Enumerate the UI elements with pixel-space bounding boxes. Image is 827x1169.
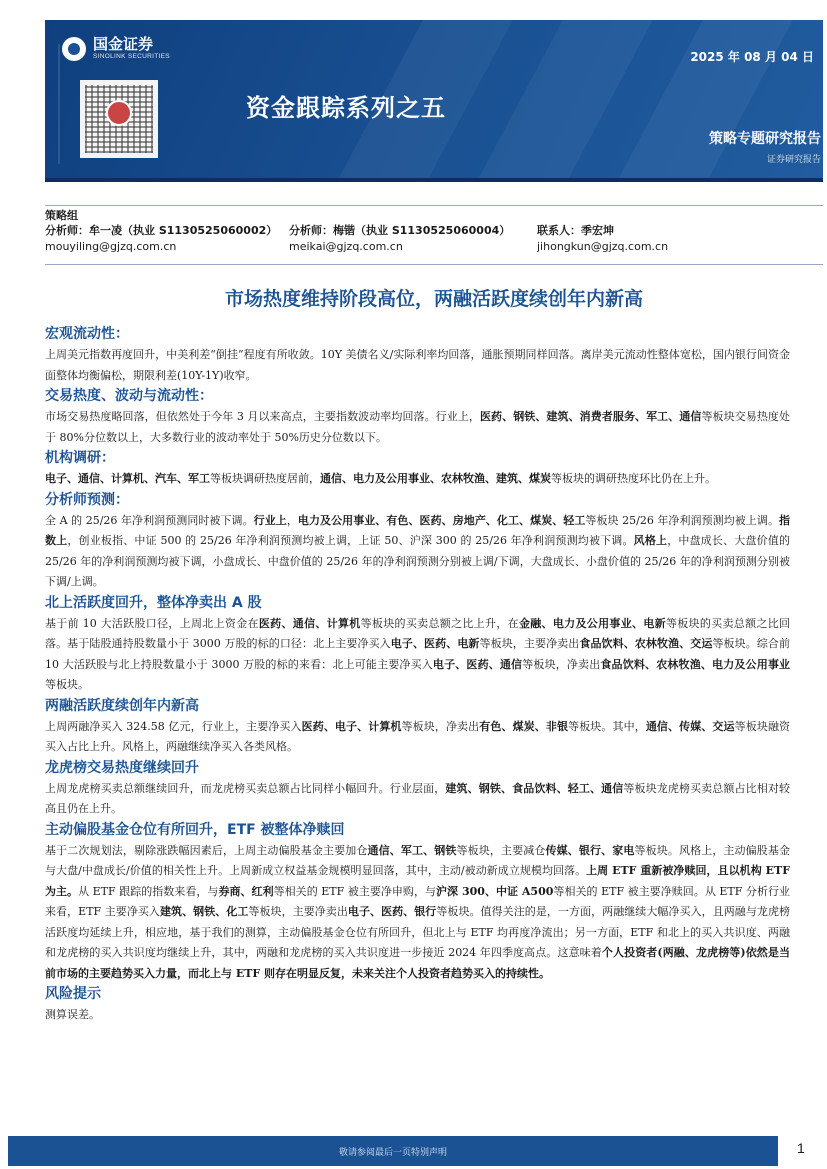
section-paragraph <box>45 407 790 448</box>
section-paragraph <box>45 345 790 386</box>
analyst-2-email[interactable]: meikai@gjzq.com.cn <box>289 240 403 253</box>
emphasis-text: 医药、钢铁、建筑、消费者服务、军工、通信 <box>479 410 702 423</box>
section-paragraph <box>45 511 790 593</box>
emphasis-text: 电子、医药、电新 <box>390 637 480 650</box>
emphasis-text: 电子、医药、通信 <box>432 657 523 671</box>
paragraph-text: 等板块 25/26 年净利润预测均被上调。 <box>585 513 779 527</box>
report-date: 2025 年 08 月 04 日 <box>690 50 814 64</box>
emphasis-text: 电子、医药、银行 <box>347 905 437 918</box>
banner-bottom-line <box>45 178 823 182</box>
emphasis-text: 食品饮料、农林牧渔、电力及公用事业 <box>600 657 791 671</box>
emphasis-text: 通信、军工、钢铁 <box>367 843 457 857</box>
paragraph-text: 上周美元指数再度回升，中美利差“倒挂”程度有所收敛。10Y 美债名义/实际利率均回落，通胀预期同样回落。离岸美元流动性整体宽松，国内银行间资金面整体均衡偏松，期限利差(10Y-1Y)收窄。 <box>45 348 790 382</box>
paragraph-text: 等板块，主要减仓 <box>456 843 546 857</box>
analyst-rule <box>45 264 823 265</box>
paragraph-text: 上周两融净买入 324.58 亿元，行业上，主要净买入 <box>45 719 302 733</box>
section-heading: 主动偏股基金仓位有所回升，ETF 被整体净赎回 <box>45 821 345 838</box>
section-heading: 交易热度、波动与流动性： <box>45 388 213 404</box>
emphasis-text: 传媒、银行、家电 <box>545 843 635 857</box>
analyst-names-row <box>45 223 823 239</box>
header-rule <box>45 205 823 206</box>
page-number: 1 <box>797 1140 805 1156</box>
section-paragraph <box>45 1005 790 1026</box>
paragraph-text: ，创业板指、中证 500 的 25/26 年净利润预测均被上调，上证 50、沪深 300 的 25/26 年净利润预测均被下调。 <box>67 534 634 547</box>
paragraph-text: 等板块交易热度处于 80%分位数以上，大多数行业的波动率处于 50%历史分位数以下。 <box>45 410 791 444</box>
logo-icon <box>62 37 86 61</box>
paragraph-text: 等板块龙虎榜买卖总额占比相对较高且仍在上升。 <box>45 781 791 815</box>
report-category: 证券研究报告 <box>766 155 821 165</box>
emphasis-text: 建筑、钢铁、食品饮料、轻工、通信 <box>445 781 624 795</box>
section-paragraph <box>45 779 790 820</box>
contact-email[interactable]: jihongkun@gjzq.com.cn <box>537 240 669 253</box>
report-type: 策略专题研究报告 <box>709 131 821 147</box>
emphasis-text: 上周 ETF 重新被净赎回，且以机构 ETF 为主。 <box>45 864 790 898</box>
section-heading: 分析师预测： <box>45 491 129 508</box>
emphasis-text: 电力及公用事业、有色、医药、房地产、化工、煤炭、轻工 <box>297 513 586 527</box>
emphasis-text: 沪深 300、中证 A500 <box>436 884 554 898</box>
logo-name-en: SINOLINK SECURITIES <box>93 53 170 60</box>
emphasis-text: 通信、电力及公用事业、农林牧渔、建筑、煤炭 <box>320 472 551 485</box>
paragraph-text: 基于二次规划法，剔除涨跌幅因素后，上周主动偏股基金主要加仓 <box>45 843 368 857</box>
emphasis-text: 有色、煤炭、非银 <box>479 719 569 733</box>
contact-name: 联系人：季宏坤 <box>537 224 614 237</box>
footer-disclaimer[interactable]: 敬请参阅最后一页特别声明 <box>338 1148 447 1158</box>
paragraph-text: 等板块，主要净卖出 <box>248 905 348 918</box>
paragraph-text: 市场交易热度略回落，但依然处于今年 3 月以来高点，主要指数波动率均回落。行业上， <box>45 410 480 423</box>
analyst-emails-row <box>45 239 823 255</box>
report-body <box>45 324 790 1026</box>
analyst-block <box>45 208 823 255</box>
qr-code <box>80 80 158 158</box>
paragraph-text: 等板块调研热度居前， <box>210 472 320 485</box>
paragraph-text: 等相关的 ETF 被主要净申购，与 <box>273 884 437 898</box>
emphasis-text: 个人投资者(两融、龙虎榜等)依然是当前市场的主要趋势买入力量，而北上与 ETF 则存在明显反复，未来关注个人投资者趋势买入的持续性。 <box>45 946 790 980</box>
section-paragraph <box>45 469 790 490</box>
emphasis-text: 医药、电子、计算机 <box>301 719 402 733</box>
paragraph-text: 等板块融资买入占比上升。风格上，两融继续净买入各类风格。 <box>45 719 791 753</box>
emphasis-text: 指数上 <box>45 513 790 547</box>
paragraph-text: 等板块，主要净卖出 <box>479 637 580 650</box>
paragraph-text: 等板块。值得关注的是，一方面，两融继续大幅净买入，且两融与龙虎榜活跃度均延续上升，相应地，基于我们的测算，主动偏股基金仓位有所回升，但北上与 ETF 均再度净流出；另一方面，ETF 和北上的买入共识度、两融和龙虎榜的买入共识度均继续上升，其中，两融和龙虎榜的买入共识度进一步接近 2024 年四季度高点。这意味着 <box>45 905 791 959</box>
main-title: 市场热度维持阶段高位，两融活跃度续创年内新高 <box>224 288 643 310</box>
analyst-1-email[interactable]: mouyiling@gjzq.com.cn <box>45 240 177 253</box>
paragraph-text: 等板块。 <box>45 678 89 691</box>
paragraph-text: ， <box>286 513 298 527</box>
paragraph-text: 等板块。其中， <box>568 719 646 733</box>
series-title: 资金跟踪系列之五 <box>246 94 446 122</box>
analyst-1-name: 分析师：牟一凌（执业 S1130525060002） <box>45 224 278 237</box>
emphasis-text: 建筑、钢铁、化工 <box>159 905 249 918</box>
emphasis-text: 行业上 <box>253 513 287 527</box>
qr-logo-icon <box>106 100 132 126</box>
paragraph-text: ，中盘成长、大盘价值的 25/26 年的净利润预测均被下调，小盘成长、中盘价值的 25/26 年的净利润预测分别被上调/下调，大盘成长、小盘价值的 25/26 年的净利润预测分别被下调/上调。 <box>45 534 791 588</box>
footer-bar <box>8 1136 778 1166</box>
banner-divider <box>58 44 60 164</box>
paragraph-text: 基于前 10 大活跃股口径，上周北上资金在 <box>45 616 259 630</box>
paragraph-text: 等板块。综合前 10 大活跃股与北上持股数量小于 3000 万股的标的来看：北上可能主要净买入 <box>45 637 791 671</box>
paragraph-text: 测算误差。 <box>45 1008 100 1021</box>
section-heading: 机构调研： <box>45 450 115 466</box>
section-heading: 风险提示 <box>45 986 101 1002</box>
section-paragraph <box>45 614 790 696</box>
emphasis-text: 医药、通信、计算机 <box>258 616 361 630</box>
section-paragraph <box>45 717 790 758</box>
emphasis-text: 券商、红利 <box>218 884 274 898</box>
emphasis-text: 食品饮料、农林牧渔、交运 <box>579 637 713 650</box>
section-heading: 宏观流动性： <box>45 326 129 342</box>
emphasis-text: 风格上 <box>633 534 668 547</box>
emphasis-text: 金融、电力及公用事业、电新 <box>518 616 666 630</box>
analyst-2-name: 分析师：梅锴（执业 S1130525060004） <box>289 224 511 237</box>
section-heading: 龙虎榜交易热度继续回升 <box>45 759 199 776</box>
logo-name-cn: 国金证券 <box>93 35 154 53</box>
section-paragraph <box>45 841 790 985</box>
paragraph-text: 等板块的买卖总额之比回落。基于陆股通持股数量小于 3000 万股的标的口径：北上主要净买入 <box>45 616 791 650</box>
paragraph-text: 等板块，净卖出 <box>522 657 601 671</box>
section-heading: 两融活跃度续创年内新高 <box>45 697 199 714</box>
emphasis-text: 电子、通信、计算机、汽车、军工 <box>45 472 210 485</box>
section-heading: 北上活跃度回升，整体净卖出 A 股 <box>45 594 262 611</box>
paragraph-text: 等板块的调研热度环比仍在上升。 <box>551 472 716 485</box>
paragraph-text: 等板块的买卖总额之比上升，在 <box>360 616 519 630</box>
paragraph-text: 全 A 的 25/26 年净利润预测同时被下调。 <box>45 513 254 527</box>
team-name: 策略组 <box>45 209 78 222</box>
paragraph-text: 从 ETF 跟踪的指数来看，与 <box>78 884 219 898</box>
company-logo <box>62 36 170 61</box>
paragraph-text: 等板块，净卖出 <box>401 719 480 733</box>
emphasis-text: 通信、传媒、交运 <box>645 719 735 733</box>
paragraph-text: 等板块。风格上，主动偏股基金与大盘/中盘成长/价值的相关性上升。上周新成立权益基金规模明显回落，其中，主动/被动新成立规模均回落。 <box>45 843 791 877</box>
paragraph-text: 上周龙虎榜买卖总额继续回升，而龙虎榜买卖总额占比同样小幅回升。行业层面， <box>45 781 446 795</box>
paragraph-text: 等相关的 ETF 被主要净赎回。从 ETF 分析行业来看，ETF 主要净买入 <box>45 884 790 918</box>
